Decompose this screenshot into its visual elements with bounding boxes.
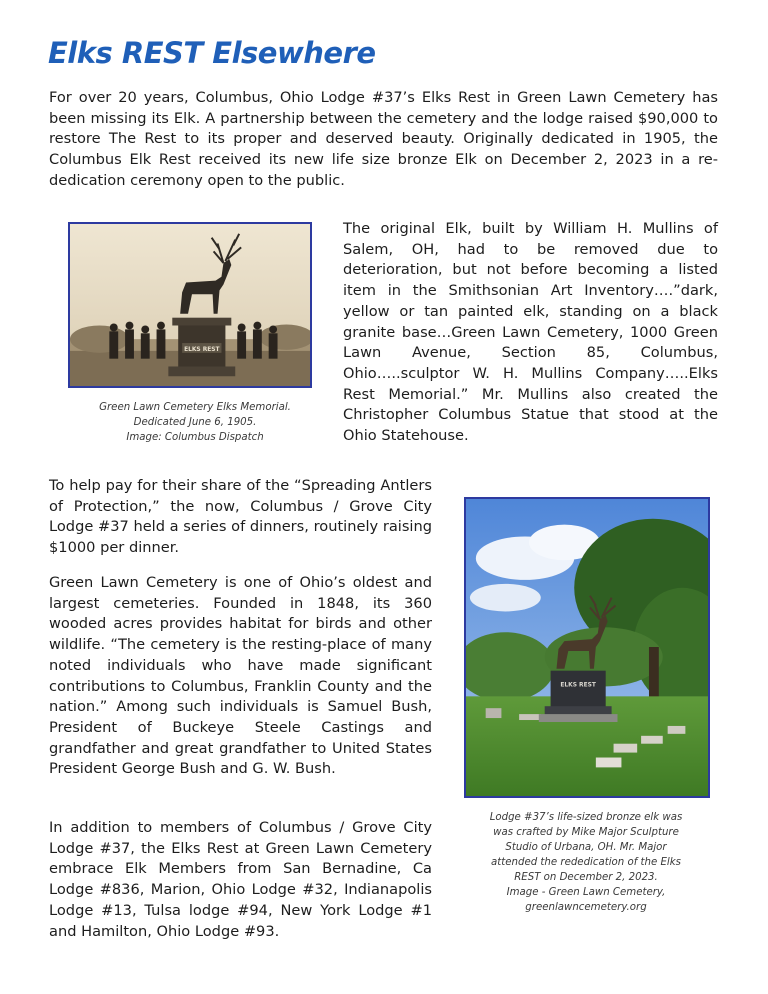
modern-elk-photo (464, 497, 710, 798)
member-lodges-paragraph: In addition to members of Columbus / Grove City Lodge #37, the Elks Rest at Green Lawn Cemetery embrace Elk Members from San Bernadine, Ca Lodge #836, Marion, Ohio Lodge #32, Indianapolis Lodge #13, Tulsa lodge #94, New York Lodge #1 and Hamilton, Ohio Lodge #93. (49, 819, 432, 940)
caption-line: was crafted by Mike Major Sculpture (493, 827, 679, 838)
caption-line: Dedicated June 6, 1905. (133, 417, 257, 428)
historic-pedestal-label: ELKS REST (184, 346, 220, 353)
caption-line: Image - Green Lawn Cemetery, (506, 887, 666, 898)
historic-photo-caption (68, 400, 322, 445)
modern-elk-image (466, 499, 708, 796)
historic-elk-image (70, 224, 310, 386)
page-title: Elks REST Elsewhere (48, 36, 376, 70)
caption-line: Image: Columbus Dispatch (126, 432, 264, 443)
modern-photo-caption (460, 810, 712, 915)
fundraising-paragraph: To help pay for their share of the “Spreading Antlers of Protection,” the now, Columbus / Grove City Lodge #37 held a series of dinners, routinely raising $1000 per dinner. (49, 477, 432, 557)
caption-line: Lodge #37’s life-sized bronze elk was (489, 812, 683, 823)
green-lawn-paragraph: Green Lawn Cemetery is one of Ohio’s oldest and largest cemeteries. Founded in 1848, its 360 wooded acres provides habitat for birds and other wildlife. “The cemetery is the resting-place of many noted individuals who have made significant contributions to Columbus, Franklin County and the nation.” Among such individuals is Samuel Bush, President of Buckeye Steele Castings and grandfather and great grandfather to United States President George Bush and G. W. Bush. (49, 574, 432, 778)
original-elk-paragraph: The original Elk, built by William H. Mullins of Salem, OH, had to be removed due to deterioration, but not before becoming a listed item in the Smithsonian Art Inventory….”dark, yellow or tan painted elk, standing on a black granite base…Green Lawn Cemetery, 1000 Green Lawn Avenue, Section 85, Columbus, Ohio…..sculptor W. H. Mullins Company…..Elks Rest Memorial.” Mr. Mullins also created the Christopher Columbus Statue that stood at the Ohio Statehouse. (343, 220, 718, 445)
intro-paragraph: For over 20 years, Columbus, Ohio Lodge #37’s Elks Rest in Green Lawn Cemetery has been missing its Elk. A partnership between the cemetery and the lodge raised $90,000 to restore The Rest to its proper and deserved beauty. Originally dedicated in 1905, the Columbus Elk Rest received its new life size bronze Elk on December 2, 2023 in a re-dedication ceremony open to the public. (49, 89, 718, 189)
caption-line: Green Lawn Cemetery Elks Memorial. (99, 402, 291, 413)
caption-line: attended the rededication of the Elks (491, 857, 681, 868)
historic-elk-photo (68, 222, 312, 388)
caption-line: Studio of Urbana, OH. Mr. Major (505, 842, 667, 853)
modern-pedestal-label: ELKS REST (560, 682, 596, 689)
caption-line: REST on December 2, 2023. (514, 872, 658, 883)
caption-line: greenlawncemetery.org (525, 902, 647, 913)
